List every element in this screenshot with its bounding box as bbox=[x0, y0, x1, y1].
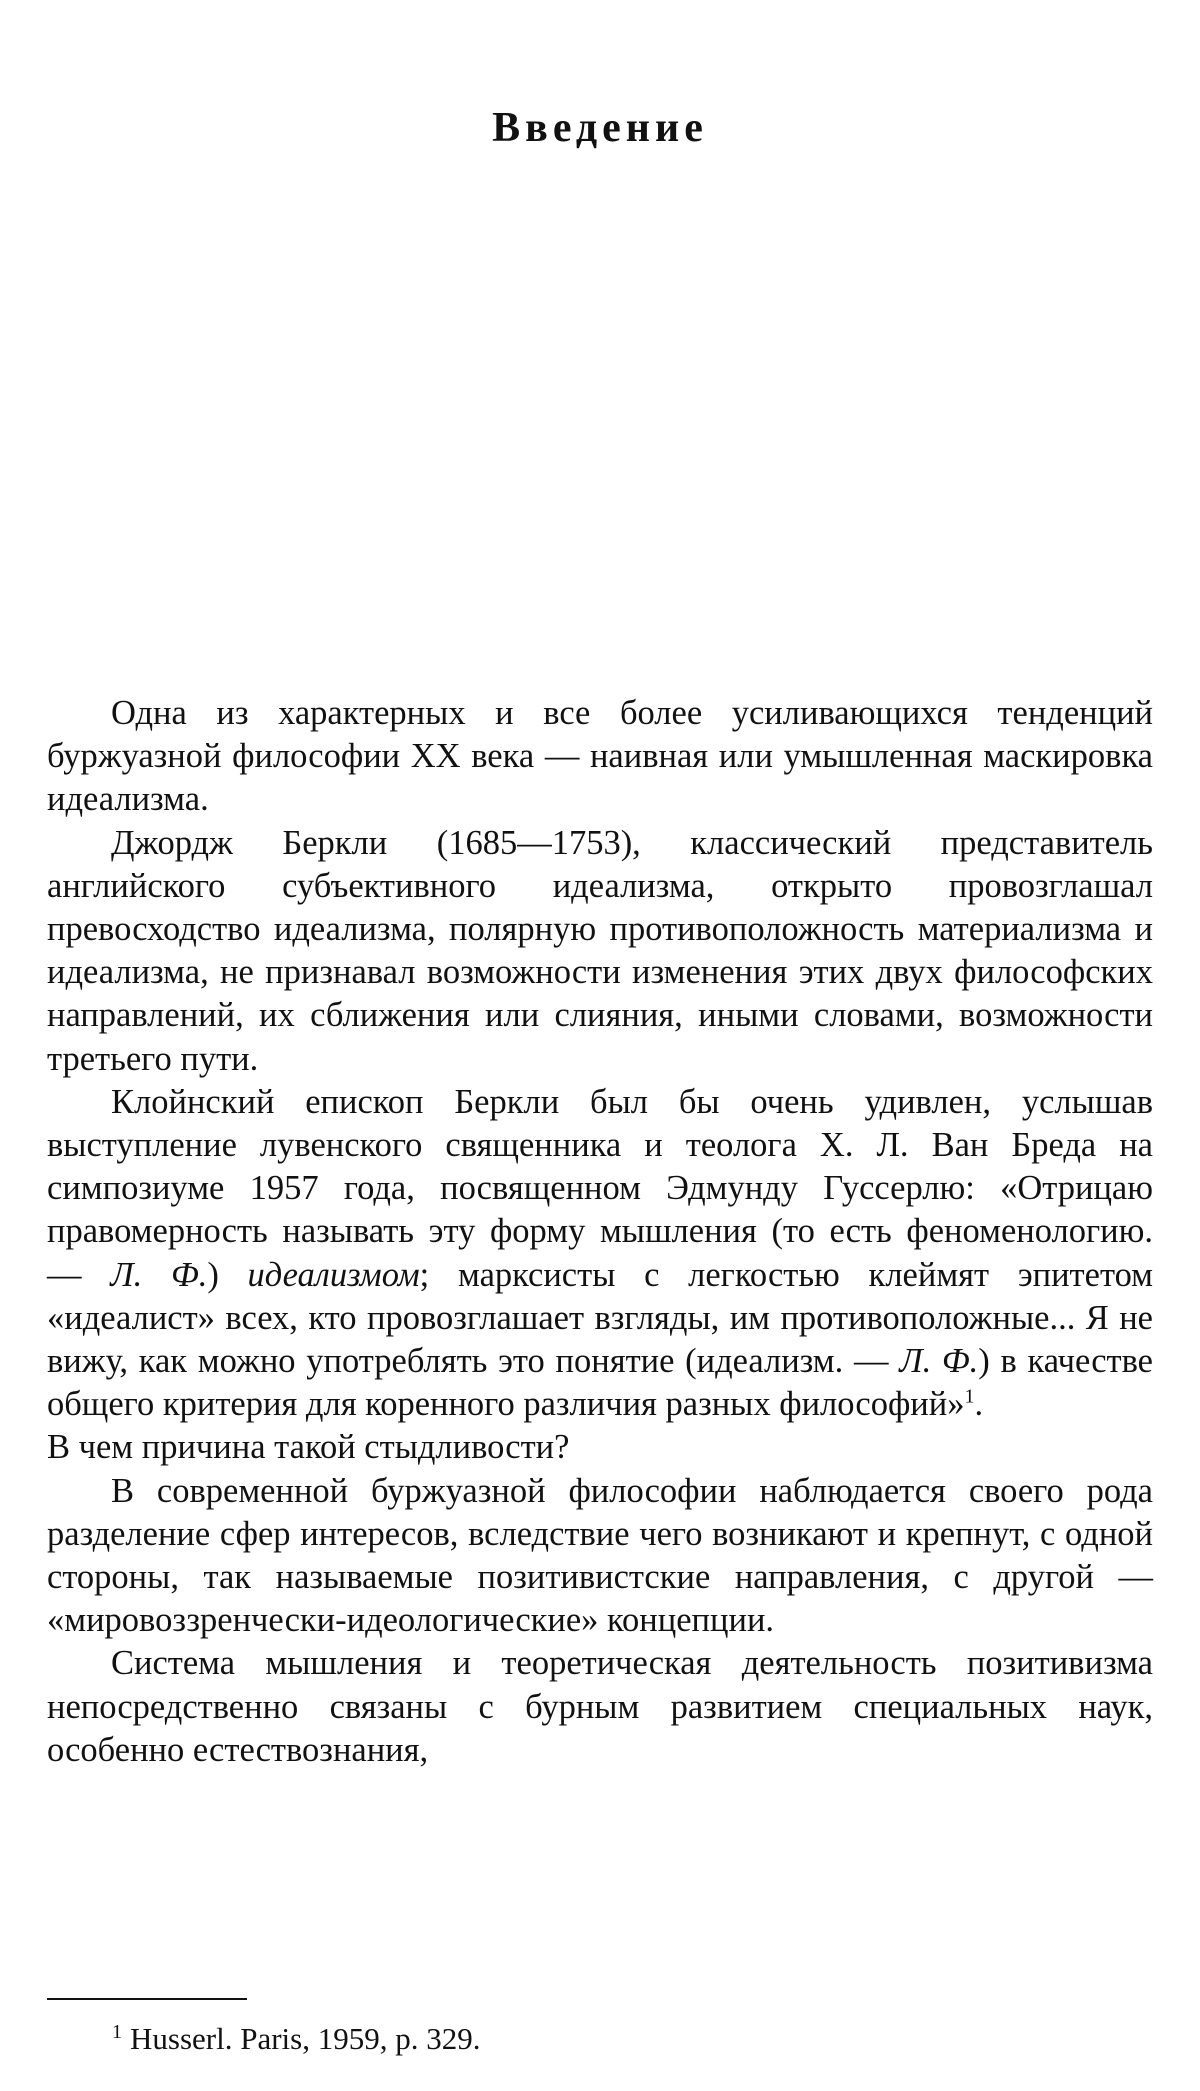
paragraph-4: В современной буржуазной философии наблюдается своего рода разделение сфер интересов, вследствие чего возникают и крепнут, с одной стороны, так называемые позитивистские направления, с другой — «мировоззренчески-идеологические» концепции. bbox=[47, 1471, 1153, 1640]
paragraph-3-continuation: В чем причина такой стыдливости? bbox=[47, 1428, 570, 1467]
paragraph-3-text-2: ) bbox=[207, 1255, 248, 1294]
paragraph-3-text-4: ) в качестве общего критерия для коренного различия разных философий» bbox=[47, 1342, 1153, 1424]
author-initials: Л. Ф. bbox=[110, 1255, 208, 1294]
chapter-heading: Введение bbox=[492, 105, 708, 151]
footnote bbox=[112, 2020, 480, 2058]
footnote-marker: 1 bbox=[112, 2020, 122, 2043]
footnote-divider bbox=[47, 1998, 247, 2000]
paragraph-3 bbox=[47, 1081, 1153, 1427]
paragraph-1: Одна из характерных и все более усиливающихся тенденций буржуазной философии XX века — наивная или умышленная маскировка идеализма. bbox=[47, 694, 1153, 819]
paragraph-5: Система мышления и теоретическая деятельность позитивизма непосредственно связаны с бурным развитием специальных наук, особенно естествознания, bbox=[47, 1644, 1153, 1769]
paragraph-3-text-1: Клойнский епископ Беркли был бы очень удивлен, услышав выступление лувенского священника и теолога Х. Л. Ван Бреда на симпозиуме 1957 года, посвященном Эдмунду Гуссерлю: «Отрицаю правомерность называть эту форму мышления (то есть феноменологию. — bbox=[47, 1082, 1153, 1294]
footnote-text: Husserl. Paris, 1959, p. 329. bbox=[130, 2021, 481, 2056]
body-text bbox=[47, 692, 1153, 1772]
paragraph-3-text-5: . bbox=[974, 1385, 984, 1424]
paragraph-3-text-3: ; марксисты с легкостью клеймят эпитетом «идеалист» всех, кто провозглашает взгляды, им противоположные... Я не вижу, как можно употреблять это понятие (идеализм. — bbox=[47, 1255, 1153, 1381]
author-initials: Л. Ф. bbox=[899, 1342, 979, 1381]
paragraph-2: Джордж Беркли (1685—1753), классический представитель английского субъективного идеализма, открыто провозглашал превосходство идеализма, полярную противоположность материализма и идеализма, не признавал возможности изменения этих двух философских направлений, их сближения или слияния, иными словами, возможности третьего пути. bbox=[47, 823, 1153, 1078]
italic-term: идеализмом bbox=[247, 1255, 420, 1294]
footnote-reference[interactable]: 1 bbox=[964, 1385, 975, 1408]
